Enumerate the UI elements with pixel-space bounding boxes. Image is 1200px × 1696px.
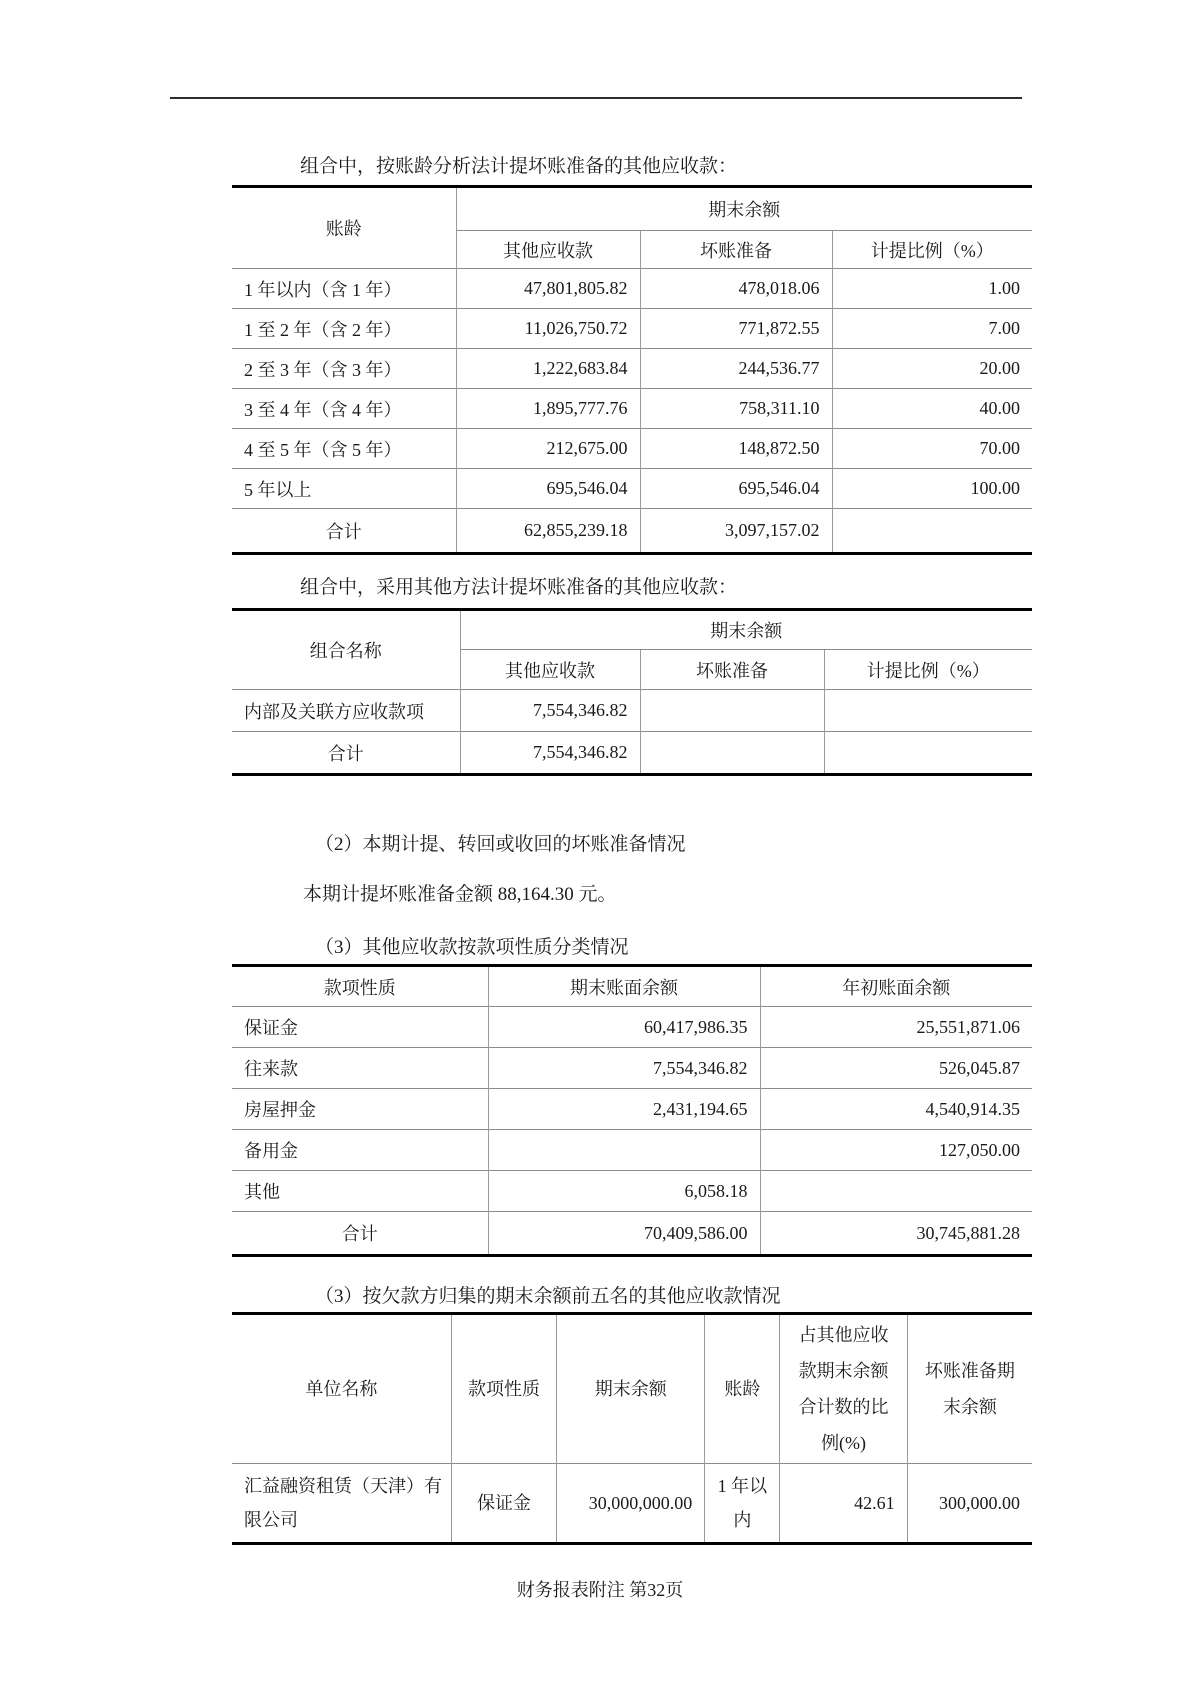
- aging-analysis-table: [232, 185, 1032, 555]
- receivable-cell: 47,801,805.82: [456, 269, 640, 309]
- table-total-row: [232, 732, 1032, 775]
- entity-name-header: 单位名称: [305, 1379, 378, 1399]
- total-label-cell: 合计: [341, 1224, 378, 1244]
- bad-debt-provision-header: 坏账准备: [640, 231, 832, 269]
- aging-label-cell: 3 至 4 年（含 4 年）: [244, 399, 402, 420]
- nature-label-cell: 往来款: [244, 1059, 298, 1079]
- ratio-cell: 100.00: [832, 469, 1032, 509]
- receivable-cell: 7,554,346.82: [460, 690, 640, 732]
- nature-classification-table: [232, 964, 1032, 1257]
- section1-title: 组合中，按账龄分析法计提坏账准备的其他应收款：: [300, 156, 738, 177]
- beginning-book-balance-header: 年初账面余额: [760, 966, 1032, 1007]
- aging-column-header: 账龄: [325, 219, 362, 239]
- ratio-cell: 70.00: [832, 429, 1032, 469]
- provision-cell: 148,872.50: [640, 429, 832, 469]
- ending-book-balance-header: 期末账面余额: [488, 966, 760, 1007]
- table-row: [232, 1464, 1032, 1544]
- table-row: [232, 309, 1032, 349]
- table-row: [232, 1089, 1032, 1130]
- page-header-rule: [170, 97, 1022, 99]
- aging-label-cell: 4 至 5 年（含 5 年）: [244, 439, 402, 460]
- provision-ending-header: 坏账准备期末余额: [907, 1314, 1032, 1464]
- receivable-cell: 212,675.00: [456, 429, 640, 469]
- ratio-of-total-header: 占其他应收款期末余额合计数的比例(%): [780, 1314, 907, 1464]
- nature-label-cell: 备用金: [244, 1141, 298, 1161]
- table-row: [232, 1007, 1032, 1048]
- total-receivable-cell: 7,554,346.82: [460, 732, 640, 775]
- total-ratio-cell: [832, 509, 1032, 554]
- aging-label-cell: 1 至 2 年（含 2 年）: [244, 319, 402, 340]
- nature-header: 款项性质: [451, 1314, 557, 1464]
- aging-cell: 1 年以内: [705, 1464, 780, 1544]
- provision-cell: 300,000.00: [907, 1464, 1032, 1544]
- table-row: [232, 349, 1032, 389]
- total-receivable-cell: 62,855,239.18: [456, 509, 640, 554]
- total-ending-cell: 70,409,586.00: [488, 1212, 760, 1256]
- nature-label-cell: 房屋押金: [244, 1100, 316, 1120]
- section4-title: （3）其他应收款按款项性质分类情况: [315, 937, 629, 958]
- provision-cell: [640, 690, 824, 732]
- beginning-balance-cell: 4,540,914.35: [760, 1089, 1032, 1130]
- aging-label-cell: 5 年以上: [244, 479, 312, 500]
- total-label-cell: 合计: [327, 743, 364, 764]
- beginning-balance-cell: 25,551,871.06: [760, 1007, 1032, 1048]
- ending-balance-cell: [488, 1130, 760, 1171]
- portfolio-label-cell: 内部及关联方应收款项: [244, 701, 424, 722]
- other-receivable-header: 其他应收款: [456, 231, 640, 269]
- section5-title: （3）按欠款方归集的期末余额前五名的其他应收款情况: [315, 1286, 781, 1307]
- page-footer: 财务报表附注 第32页: [516, 1580, 684, 1600]
- ratio-cell: 42.61: [780, 1464, 907, 1544]
- ending-balance-span-header: 期末余额: [460, 610, 1032, 650]
- nature-label-cell: 其他: [244, 1182, 280, 1202]
- provision-cell: 758,311.10: [640, 389, 832, 429]
- ratio-cell: 1.00: [832, 269, 1032, 309]
- table-row: [232, 469, 1032, 509]
- beginning-balance-cell: 127,050.00: [760, 1130, 1032, 1171]
- total-provision-cell: 3,097,157.02: [640, 509, 832, 554]
- table-row: [232, 1130, 1032, 1171]
- nature-cell: 保证金: [451, 1464, 557, 1544]
- provision-cell: 771,872.55: [640, 309, 832, 349]
- table-row: [232, 1171, 1032, 1212]
- receivable-cell: 695,546.04: [456, 469, 640, 509]
- ending-balance-cell: 6,058.18: [488, 1171, 760, 1212]
- nature-label-cell: 保证金: [244, 1018, 298, 1038]
- receivable-cell: 11,026,750.72: [456, 309, 640, 349]
- table-row: [232, 1048, 1032, 1089]
- table-row: [232, 389, 1032, 429]
- section2-title: 组合中，采用其他方法计提坏账准备的其他应收款：: [300, 577, 738, 598]
- balance-cell: 30,000,000.00: [557, 1464, 705, 1544]
- ending-balance-cell: 7,554,346.82: [488, 1048, 760, 1089]
- receivable-cell: 1,895,777.76: [456, 389, 640, 429]
- ending-balance-header: 期末余额: [557, 1314, 705, 1464]
- aging-label-cell: 2 至 3 年（含 3 年）: [244, 359, 402, 380]
- provision-cell: 244,536.77: [640, 349, 832, 389]
- bad-debt-provision-header: 坏账准备: [640, 650, 824, 690]
- provision-ratio-header: 计提比例（%）: [824, 650, 1032, 690]
- provision-cell: 478,018.06: [640, 269, 832, 309]
- receivable-cell: 1,222,683.84: [456, 349, 640, 389]
- other-method-table: [232, 608, 1032, 776]
- total-beginning-cell: 30,745,881.28: [760, 1212, 1032, 1256]
- nature-header: 款项性质: [323, 977, 396, 998]
- table-total-row: [232, 509, 1032, 554]
- entity-name-cell: 汇益融资租赁（天津）有限公司: [244, 1476, 442, 1530]
- total-provision-cell: [640, 732, 824, 775]
- provision-ratio-header: 计提比例（%）: [832, 231, 1032, 269]
- table-row: [232, 690, 1032, 732]
- ending-balance-cell: 2,431,194.65: [488, 1089, 760, 1130]
- provision-change-heading: （2）本期计提、转回或收回的坏账准备情况: [315, 834, 686, 855]
- beginning-balance-cell: [760, 1171, 1032, 1212]
- aging-header: 账龄: [705, 1314, 780, 1464]
- provision-cell: 695,546.04: [640, 469, 832, 509]
- ratio-cell: 7.00: [832, 309, 1032, 349]
- table-row: [232, 269, 1032, 309]
- other-receivable-header: 其他应收款: [460, 650, 640, 690]
- ending-balance-span-header: 期末余额: [456, 187, 1032, 231]
- portfolio-name-header: 组合名称: [309, 641, 382, 661]
- total-ratio-cell: [824, 732, 1032, 775]
- top-five-debtors-table: [232, 1312, 1032, 1545]
- table-row: [232, 429, 1032, 469]
- ratio-cell: 20.00: [832, 349, 1032, 389]
- ratio-cell: [824, 690, 1032, 732]
- beginning-balance-cell: 526,045.87: [760, 1048, 1032, 1089]
- ratio-cell: 40.00: [832, 389, 1032, 429]
- table-total-row: [232, 1212, 1032, 1256]
- aging-label-cell: 1 年以内（含 1 年）: [244, 279, 402, 300]
- ending-balance-cell: 60,417,986.35: [488, 1007, 760, 1048]
- total-label-cell: 合计: [325, 521, 362, 542]
- provision-amount-text: 本期计提坏账准备金额 88,164.30 元。: [303, 884, 617, 905]
